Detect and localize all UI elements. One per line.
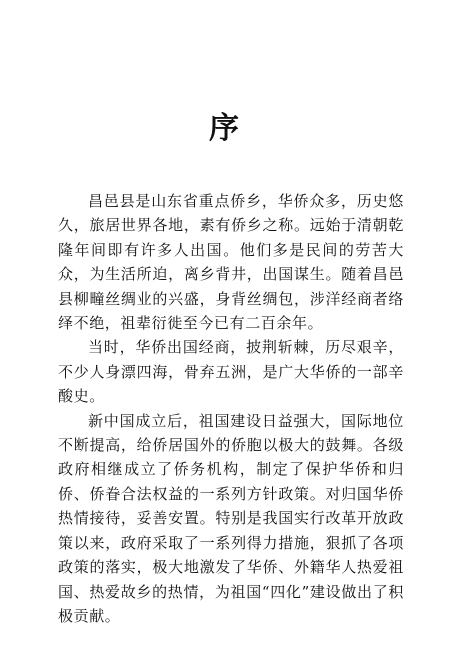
paragraph-2: 当时，华侨出国经商，披荆斩棘，历尽艰辛，不少人身漂四海，骨弃五洲，是广大华侨的一部辛酸史。 [58,338,404,406]
body-text [58,189,404,628]
paragraph-1: 昌邑县是山东省重点侨乡，华侨众多，历史悠久，旅居世界各地，素有侨乡之称。远始于清朝乾隆年间即有许多人出国。他们多是民间的劳苦大众，为生活所迫，离乡背井，出国谋生。随着昌邑县柳疃丝绸业的兴盛，身背丝绸包，涉洋经商者络绎不绝，祖辈衍徙至今已有二百余年。 [58,192,404,333]
page-title: 序 [209,111,241,146]
paragraph-3: 新中国成立后，祖国建设日益强大，国际地位不断提高，给侨居国外的侨胞以极大的鼓舞。各级政府相继成立了侨务机构，制定了保护华侨和归侨、侨眷合法权益的一系列方针政策。对归国华侨热情接待，妥善安置。特别是我国实行改革开放政策以来，政府采取了一系列得力措施，狠抓了各项政策的落实，极大地激发了华侨、外籍华人热爱祖国、热爱故乡的热情，为祖国“四化”建设做出了积极贡献。 [58,411,404,625]
